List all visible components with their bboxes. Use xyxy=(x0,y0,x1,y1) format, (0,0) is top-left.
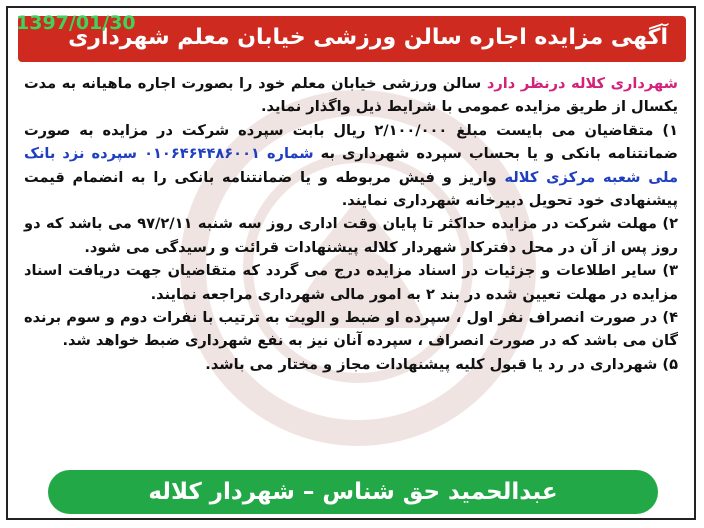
signature-banner xyxy=(48,470,658,514)
notice-title: آگهی مزایده اجاره سالن ورزشی خیابان معلم شهرداری xyxy=(68,25,668,50)
account-number: شماره ۰۱۰۶۴۶۴۴۸۶۰۰۱ xyxy=(144,145,314,163)
intro-paragraph xyxy=(24,72,678,119)
intro-text: سالن ورزشی خیابان معلم خود را بصورت اجاره ماهیانه به مدت یکسال از طریق مزایده عمومی با شرایط ذیل واگذار نماید. xyxy=(24,75,678,116)
condition-1-text-b: واریز و فیش مربوطه و یا ضمانتنامه بانکی را به انضمام قیمت پیشنهادی خود تحویل دبیرخانه شهرداری نمایند. xyxy=(24,168,678,210)
notice-body xyxy=(24,72,678,376)
condition-1 xyxy=(24,119,678,213)
condition-5: ۵) شهرداری در رد یا قبول کلیه پیشنهادات مجاز و مختار می باشد. xyxy=(205,355,678,373)
condition-2: ۲) مهلت شرکت در مزایده حداکثر تا پایان وقت اداری روز سه شنبه ۹۷/۲/۱۱ می باشد که دو روز پس از آن در محل دفترکار شهردار کلاله پیشنهادات قرائت و رسیدگی می شود. xyxy=(24,215,679,256)
signature-text: عبدالحمید حق شناس – شهردار کلاله xyxy=(148,479,558,505)
intro-highlight: شهرداری کلاله درنظر دارد xyxy=(486,75,678,92)
bank-name: سپرده نزد بانک ملی شعبه مرکزی کلاله xyxy=(24,145,678,186)
condition-4: ۴) در صورت انصراف نفر اول ، سپرده او ضبط و الویت به ترتیب با نفرات دوم و سوم برنده گان می باشد که در صورت انصراف ، سپرده آنان نیز به نفع شهرداری ضبط خواهد شد. xyxy=(24,309,678,350)
auction-notice xyxy=(6,6,696,520)
condition-1-text-a: ۱) متقاضیان می بایست مبلغ ۲/۱۰۰/۰۰۰ ریال بابت سپرده شرکت در مزایده به صورت ضمانتنامه بانکی و یا بحساب سپرده شهرداری به xyxy=(24,121,678,163)
date-stamp: 1397/01/30 xyxy=(16,12,136,34)
condition-3: ۳) سایر اطلاعات و جزئیات در اسناد مزایده درج می گردد که متقاضیان جهت دریافت اسناد مزایده در مهلت تعیین شده در بند ۲ به امور مالی شهرداری مراجعه نمایند. xyxy=(24,262,678,303)
